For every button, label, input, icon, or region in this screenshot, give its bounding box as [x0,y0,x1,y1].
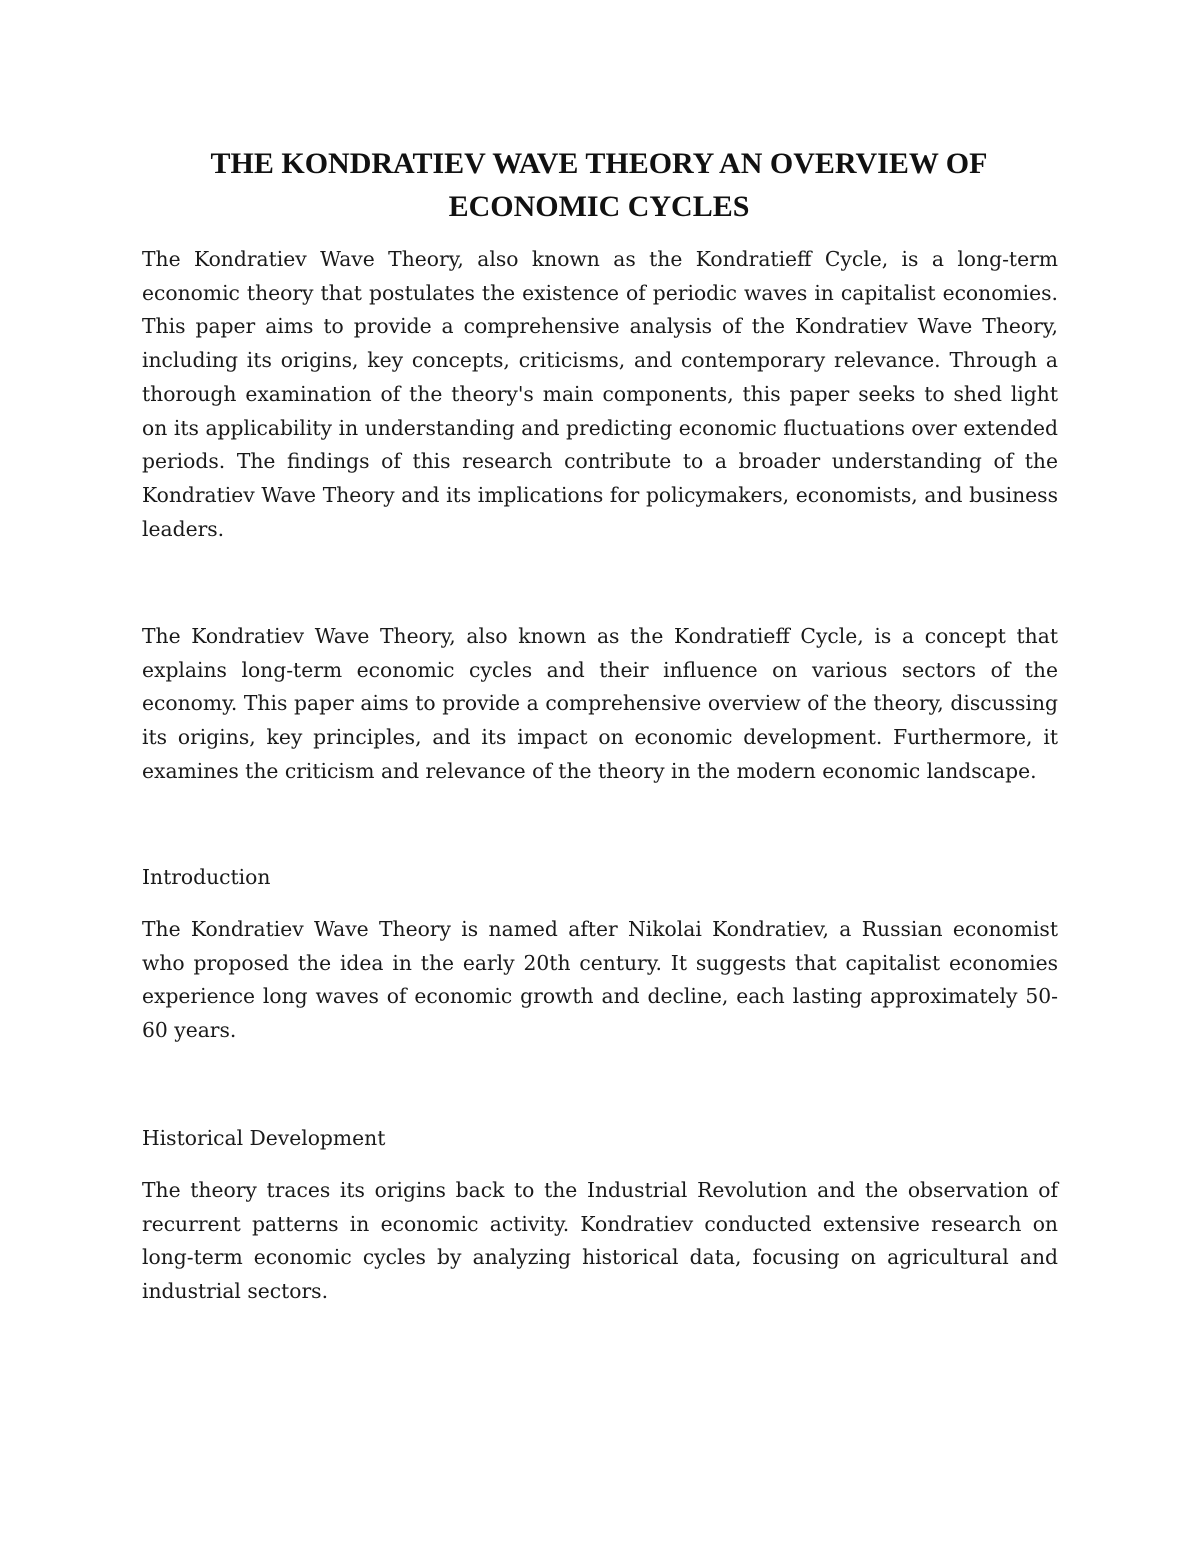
title-line-1: THE KONDRATIEV WAVE THEORY AN OVERVIEW OF [210,147,988,180]
overview-paragraph: The Kondratiev Wave Theory, also known as the Kondratieff Cycle, is a concept that explains long-term economic cycles and their influence on various sectors of the economy. This paper aims to provide a comprehensive overview of the theory, discussing its origins, key principles, and its impact on economic development. Furthermore, it examines the criticism and relevance of the theory in the modern economic landscape. [142,624,1058,783]
title-line-2: ECONOMIC CYCLES [448,190,750,223]
historical-development-paragraph: The theory traces its origins back to the Industrial Revolution and the observation of recurrent patterns in economic activity. Kondratiev conducted extensive research on long-term economic cycles by analyzing historical data, focusing on agricultural and industrial sectors. [142,1178,1058,1304]
introduction-paragraph: The Kondratiev Wave Theory is named after Nikolai Kondratiev, a Russian economist who proposed the idea in the early 20th century. It suggests that capitalist economies experience long waves of economic growth and decline, each lasting approximately 50-60 years. [142,917,1058,1043]
document-title [140,142,1058,228]
introduction-heading: Introduction [142,865,271,889]
abstract-paragraph: The Kondratiev Wave Theory, also known as the Kondratieff Cycle, is a long-term economic theory that postulates the existence of periodic waves in capitalist economies. This paper aims to provide a comprehensive analysis of the Kondratiev Wave Theory, including its origins, key concepts, criticisms, and contemporary relevance. Through a thorough examination of the theory's main components, this paper seeks to shed light on its applicability in understanding and predicting economic fluctuations over extended periods. The findings of this research contribute to a broader understanding of the Kondratiev Wave Theory and its implications for policymakers, economists, and business leaders. [142,247,1058,541]
historical-development-heading: Historical Development [142,1126,386,1150]
